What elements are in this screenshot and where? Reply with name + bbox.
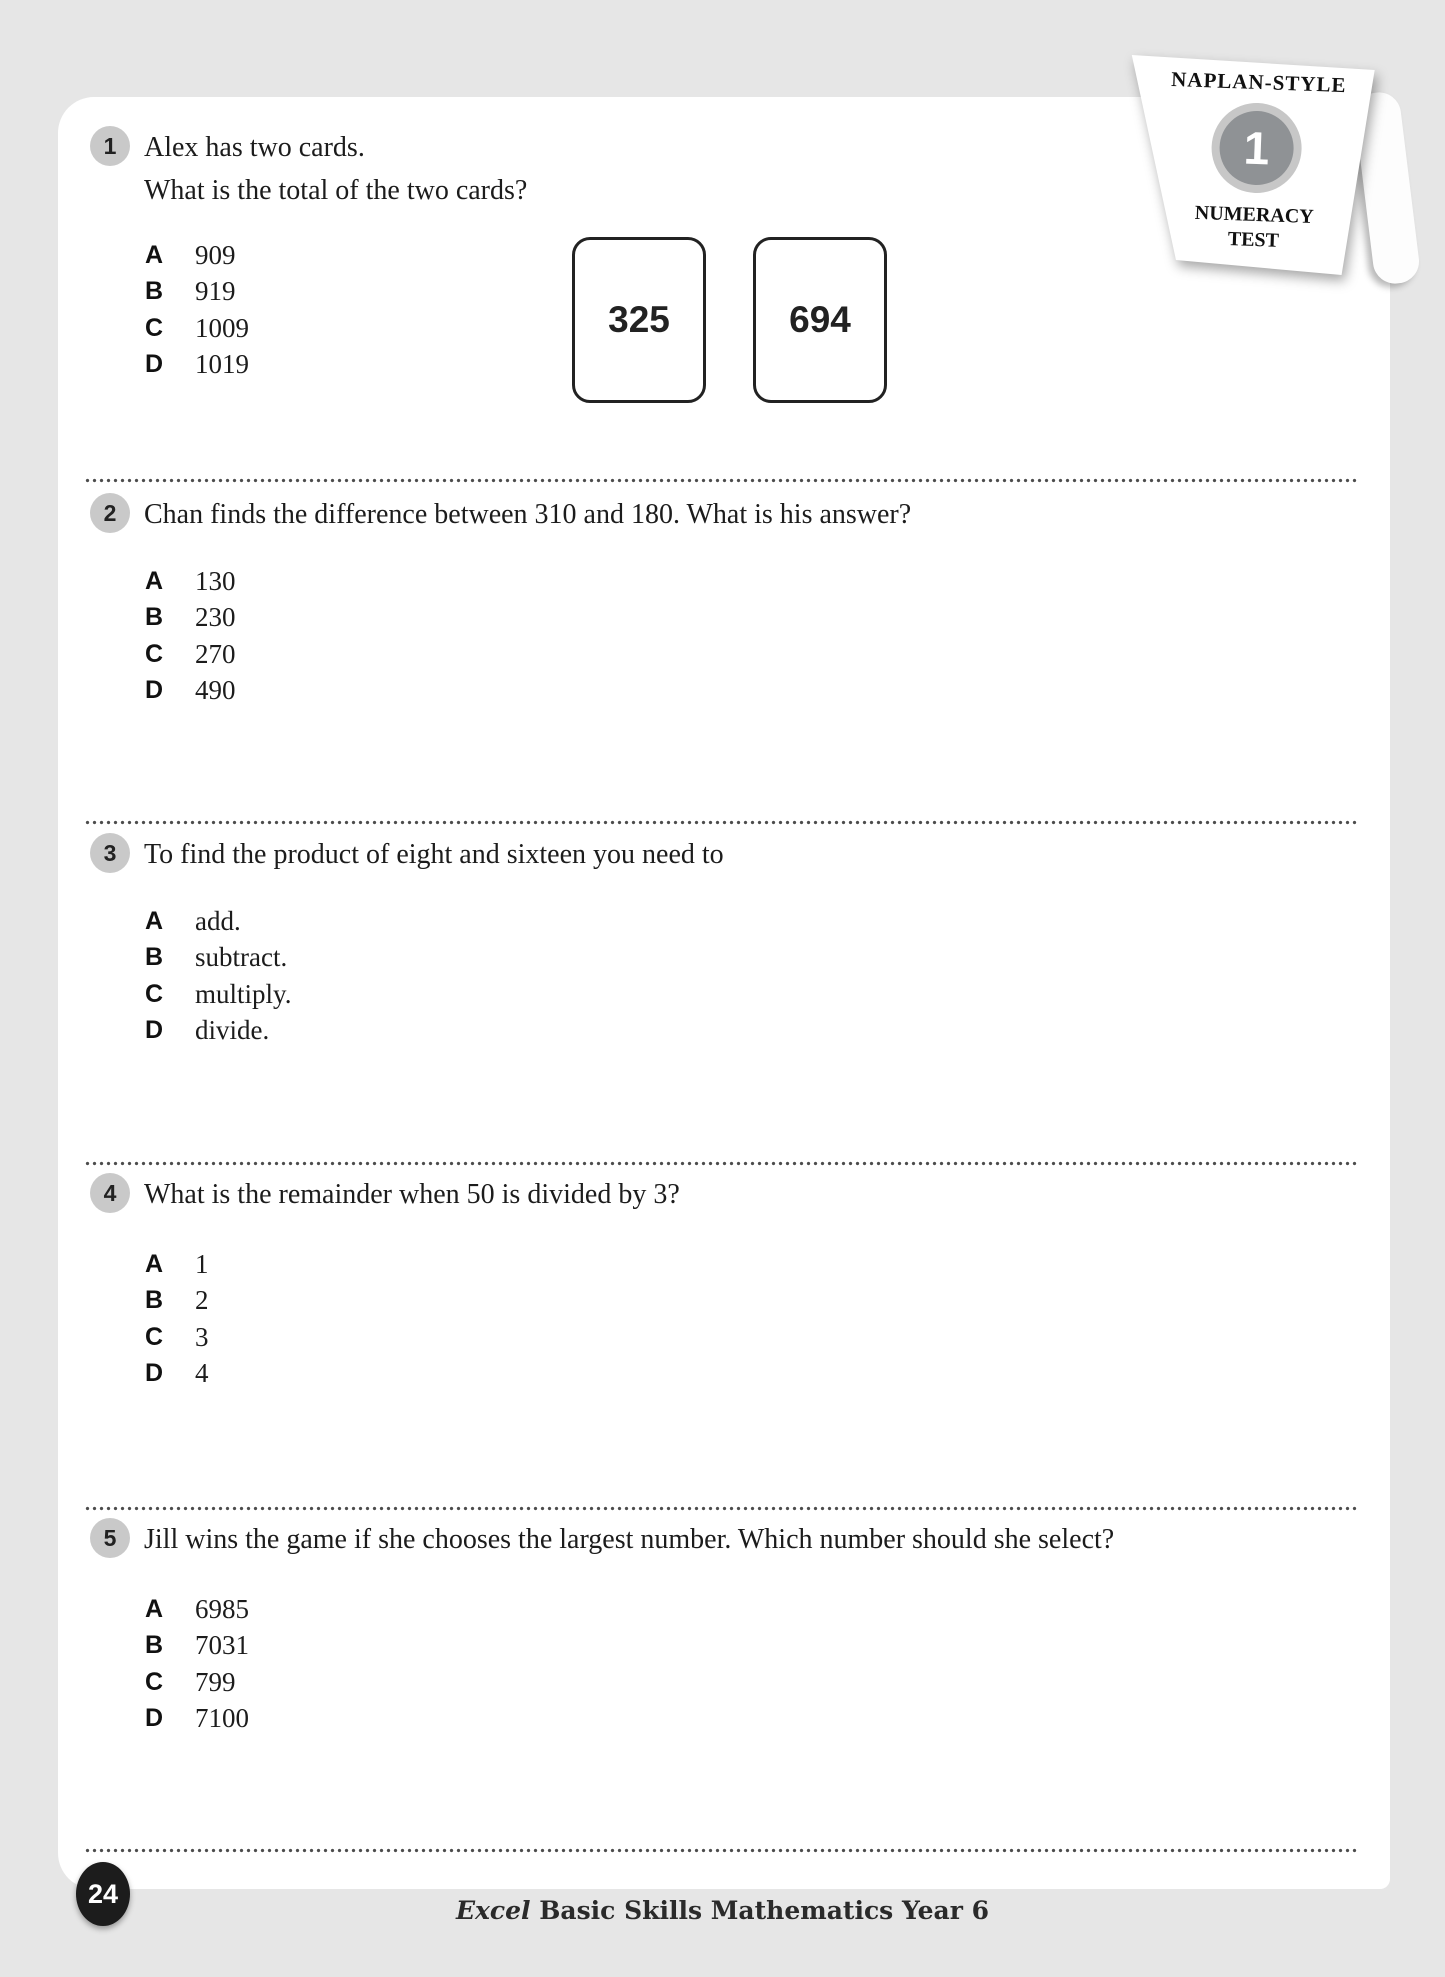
option-letter: D (145, 1704, 164, 1733)
option-row-b (145, 600, 236, 637)
option-row-b (145, 940, 292, 977)
question-3-options (145, 903, 292, 1049)
option-row-d (145, 673, 236, 710)
option-letter: B (145, 1286, 164, 1315)
option-letter: B (145, 277, 164, 306)
question-4-text (144, 1173, 680, 1216)
option-letter: A (145, 1249, 164, 1278)
question-text-line: Chan finds the difference between 310 and 180. What is his answer? (144, 499, 912, 530)
dotted-separator (85, 820, 1357, 825)
question-3-number-badge: 3 (90, 833, 130, 873)
question-2 (90, 493, 911, 536)
option-value: 6985 (195, 1593, 249, 1624)
badge-subtitle-line1: NUMERACY (1194, 201, 1315, 229)
question-1-text (144, 126, 527, 212)
option-row-c (145, 1319, 209, 1356)
option-letter: A (145, 1594, 164, 1623)
question-4 (90, 1173, 680, 1216)
option-letter: B (145, 603, 164, 632)
option-value: divide. (195, 1015, 270, 1046)
option-value: 909 (195, 239, 236, 270)
option-letter: A (145, 566, 164, 595)
page-number-badge: 24 (76, 1862, 130, 1926)
badge-title: NAPLAN-STYLE (1170, 66, 1347, 98)
question-1-options (145, 237, 249, 383)
question-5-options (145, 1591, 249, 1737)
number-card-694: 694 (753, 237, 887, 403)
option-row-d (145, 1701, 249, 1738)
question-3-text (144, 833, 724, 876)
option-row-b (145, 1283, 209, 1320)
naplan-test-badge (1118, 40, 1394, 290)
option-value: 230 (195, 602, 236, 633)
option-row-a (145, 563, 236, 600)
question-2-options (145, 563, 236, 709)
test-number-circle (1210, 101, 1303, 194)
option-letter: B (145, 1631, 164, 1660)
option-row-c (145, 636, 236, 673)
option-value: 3 (195, 1321, 209, 1352)
option-value: multiply. (195, 978, 292, 1009)
option-value: 490 (195, 675, 236, 706)
dotted-separator (85, 1161, 1357, 1166)
option-value: 799 (195, 1666, 236, 1697)
dotted-separator (85, 478, 1357, 483)
option-row-b (145, 274, 249, 311)
option-letter: D (145, 350, 164, 379)
option-letter: A (145, 240, 164, 269)
option-letter: B (145, 943, 164, 972)
option-value: subtract. (195, 942, 288, 973)
question-text-line: What is the total of the two cards? (144, 175, 528, 206)
question-5-number-badge: 5 (90, 1518, 130, 1558)
option-value: 4 (195, 1358, 209, 1389)
option-letter: C (145, 1322, 164, 1351)
question-5 (90, 1518, 1114, 1561)
option-letter: A (145, 906, 164, 935)
footer-series-name: Excel (455, 1896, 531, 1925)
option-row-d (145, 347, 249, 384)
question-1-number-badge: 1 (90, 126, 130, 166)
option-value: add. (195, 905, 241, 936)
option-row-c (145, 1664, 249, 1701)
dotted-separator (85, 1848, 1357, 1853)
option-value: 2 (195, 1285, 209, 1316)
option-value: 270 (195, 638, 236, 669)
question-5-text (144, 1518, 1114, 1561)
dotted-separator (85, 1506, 1357, 1511)
option-row-c (145, 976, 292, 1013)
option-row-a (145, 903, 292, 940)
option-value: 1 (195, 1248, 209, 1279)
option-row-a (145, 1246, 209, 1283)
option-row-a (145, 237, 249, 274)
test-number: 1 (1218, 110, 1295, 187)
option-row-b (145, 1628, 249, 1665)
option-row-a (145, 1591, 249, 1628)
question-text-line: Alex has two cards. (144, 132, 365, 163)
number-card-325: 325 (572, 237, 706, 403)
question-1 (90, 126, 527, 212)
option-letter: C (145, 639, 164, 668)
question-4-number-badge: 4 (90, 1173, 130, 1213)
footer-series-rest: Basic Skills Mathematics Year 6 (539, 1896, 990, 1925)
badge-subtitle (1115, 198, 1393, 258)
option-value: 7100 (195, 1703, 249, 1734)
option-value: 1009 (195, 312, 249, 343)
option-row-d (145, 1013, 292, 1050)
option-value: 1019 (195, 349, 249, 380)
option-row-c (145, 310, 249, 347)
option-row-d (145, 1356, 209, 1393)
question-text-line: What is the remainder when 50 is divided by 3? (144, 1179, 680, 1210)
option-value: 919 (195, 276, 236, 307)
option-letter: D (145, 1359, 164, 1388)
footer-series-title (0, 1896, 1445, 1925)
option-letter: D (145, 1016, 164, 1045)
question-2-number-badge: 2 (90, 493, 130, 533)
option-value: 130 (195, 565, 236, 596)
option-value: 7031 (195, 1630, 249, 1661)
option-letter: D (145, 676, 164, 705)
option-letter: C (145, 979, 164, 1008)
option-letter: C (145, 313, 164, 342)
question-text-line: To find the product of eight and sixteen you need to (144, 839, 724, 870)
question-text-line: Jill wins the game if she chooses the largest number. Which number should she select? (144, 1524, 1115, 1555)
question-4-options (145, 1246, 209, 1392)
option-letter: C (145, 1667, 164, 1696)
question-3 (90, 833, 724, 876)
question-2-text (144, 493, 911, 536)
badge-subtitle-line2: TEST (1227, 228, 1280, 252)
